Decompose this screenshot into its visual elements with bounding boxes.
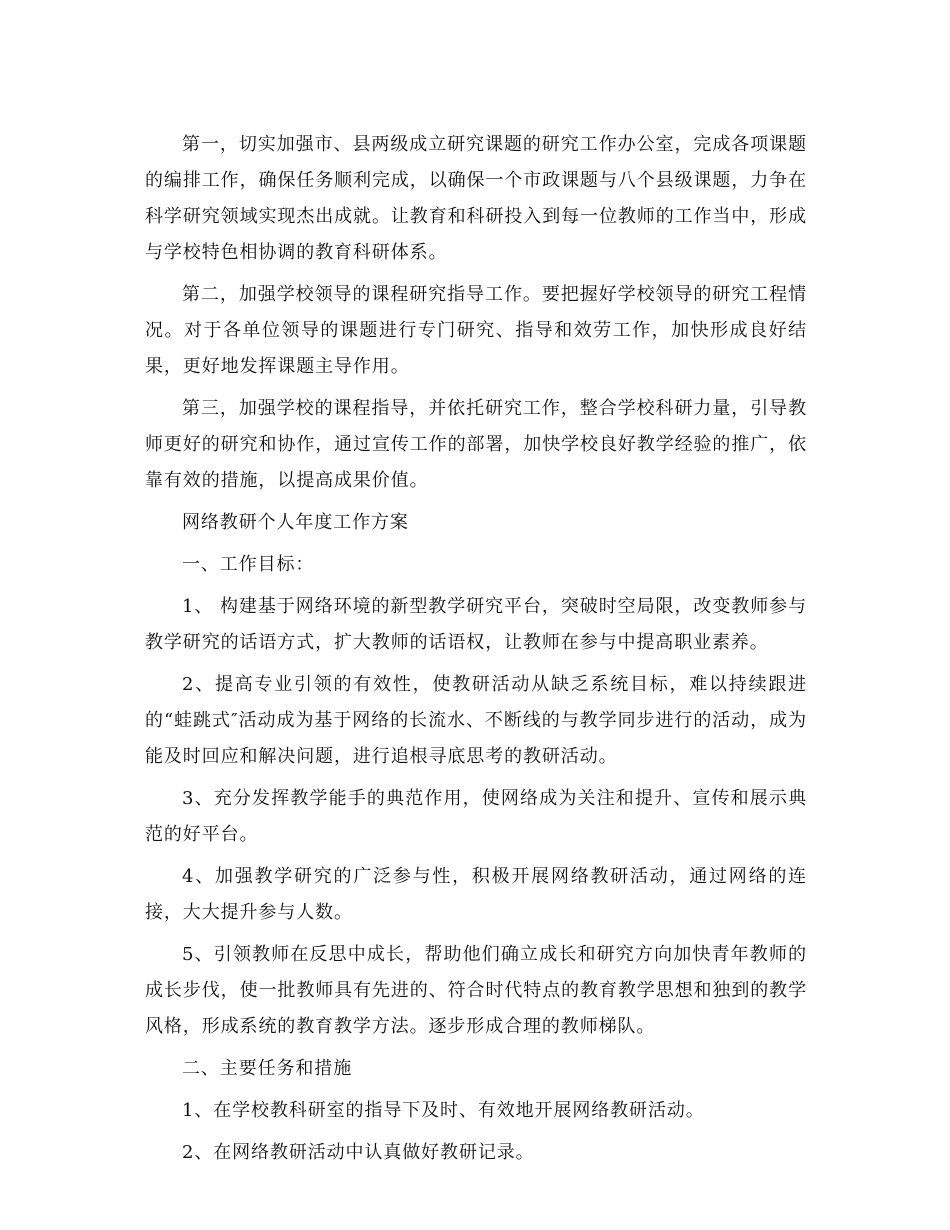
- goal-item-4: 4、加强教学研究的广泛参与性，积极开展网络教研活动，通过网络的连接，大大提升参与人数。: [145, 866, 807, 923]
- task-item-1: 1、在学校教科研室的指导下及时、有效地开展网络教研活动。: [182, 1100, 705, 1121]
- goal-item-2: 2、提高专业引领的有效性，使教研活动从缺乏系统目标，难以持续跟进的“蛙跳式″活动成为基于网络的长流水、不断线的与教学同步进行的活动，成为能及时回应和解决问题，进行追根寻底思考的教研活动。: [145, 674, 807, 767]
- paragraph-3: 第三，加强学校的课程指导，并依托研究工作，整合学校科研力量，引导教师更好的研究和协作，通过宣传工作的部署，加快学校良好教学经验的推广，依靠有效的措施，以提高成果价值。: [145, 398, 807, 491]
- heading-work-goals: 一、工作目标：: [182, 554, 315, 575]
- goal-item-1: 1、 构建基于网络环境的新型教学研究平台，突破时空局限，改变教师参与教学研究的话语方式，扩大教师的话语权，让教师在参与中提高职业素养。: [145, 596, 807, 653]
- paragraph-1: 第一，切实加强市、县两级成立研究课题的研究工作办公室，完成各项课题的编排工作，确保任务顺利完成，以确保一个市政课题与八个县级课题，力争在科学研究领域实现杰出成就。让教育和科研投入到每一位教师的工作当中，形成与学校特色相协调的教育科研体系。: [145, 134, 807, 263]
- section-title: 网络教研个人年度工作方案: [182, 512, 409, 533]
- paragraph-2: 第二，加强学校领导的课程研究指导工作。要把握好学校领导的研究工程情况。对于各单位领导的课题进行专门研究、指导和效劳工作，加快形成良好结果，更好地发挥课题主导作用。: [145, 284, 807, 377]
- goal-item-5: 5、引领教师在反思中成长，帮助他们确立成长和研究方向加快青年教师的成长步伐，使一批教师具有先进的、符合时代特点的教育教学思想和独到的教学风格，形成系统的教育教学方法。逐步形成合理的教师梯队。: [145, 944, 807, 1037]
- goal-item-3: 3、充分发挥教学能手的典范作用，使网络成为关注和提升、宣传和展示典范的好平台。: [145, 788, 807, 845]
- document-body: [145, 127, 807, 1177]
- heading-tasks-measures: 二、主要任务和措施: [182, 1058, 353, 1079]
- task-item-2: 2、在网络教研活动中认真做好教研记录。: [182, 1142, 535, 1163]
